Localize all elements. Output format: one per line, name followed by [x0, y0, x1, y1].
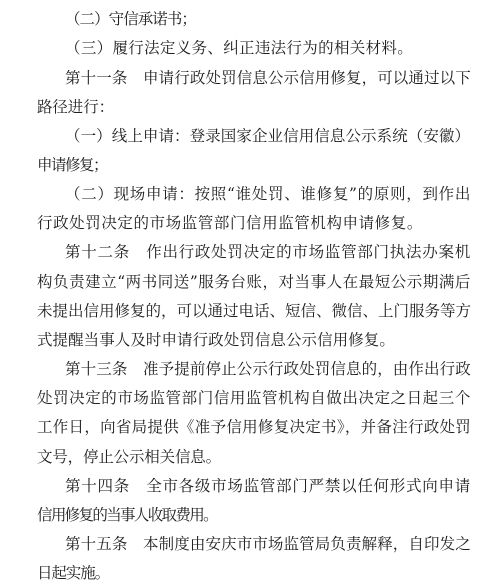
- line-text: 未提出信用修复的，可以通过电话、短信、微信、上门服务等方: [37, 302, 472, 320]
- text-line: [0, 357, 496, 381]
- text-line: [0, 474, 496, 498]
- text-line: [0, 503, 496, 527]
- line-text: 第十二条 作出行政处罚决定的市场监管部门执法办案机: [65, 243, 472, 261]
- line-text: 文号，停止公示相关信息。: [37, 448, 221, 466]
- line-text: 处罚决定的市场监管部门信用监管机构自做出决定之日起三个: [37, 389, 471, 407]
- text-line: [0, 561, 496, 585]
- line-text: 式提醒当事人及时申请行政处罚信息公示信用修复。: [37, 331, 395, 349]
- text-line: [0, 211, 496, 235]
- line-text: 日起实施。: [37, 564, 110, 582]
- text-line: [0, 445, 496, 469]
- line-text: 行政处罚决定的市场监管部门信用监管机构申请修复。: [37, 214, 423, 232]
- line-text: （二）守信承诺书；: [65, 10, 196, 28]
- text-line: [0, 532, 496, 556]
- line-text: 路径进行：: [37, 98, 115, 116]
- text-line: [0, 182, 496, 206]
- text-line: [0, 36, 496, 60]
- line-text: （二）现场申请：按照“谁处罚、谁修复”的原则，到作出: [65, 185, 472, 203]
- text-line: [0, 240, 496, 264]
- text-line: [0, 153, 496, 177]
- line-text: （一）线上申请：登录国家企业信用信息公示系统（安徽）: [65, 127, 471, 145]
- text-line: [0, 270, 496, 294]
- text-line: [0, 415, 496, 439]
- line-text: 第十五条 本制度由安庆市市场监管局负责解释，自印发之: [65, 535, 471, 553]
- text-line: [0, 124, 496, 148]
- text-line: [0, 386, 496, 410]
- line-text: 申请修复；: [37, 156, 108, 174]
- line-text: （三）履行法定义务、纠正违法行为的相关材料。: [65, 39, 414, 57]
- text-line: [0, 66, 496, 90]
- text-line: [0, 328, 496, 352]
- text-line: [0, 95, 496, 119]
- line-text: 工作日，向省局提供《准予信用修复决定书》，并备注行政处罚: [37, 418, 472, 436]
- line-text: 构负责建立“两书同送”服务台账，对当事人在最短公示期满后: [37, 273, 471, 291]
- line-text: 第十一条 申请行政处罚信息公示信用修复，可以通过以下: [65, 69, 471, 87]
- line-text: 第十四条 全市各级市场监管部门严禁以任何形式向申请: [65, 477, 472, 495]
- text-line: [0, 299, 496, 323]
- line-text: 第十三条 准予提前停止公示行政处罚信息的，由作出行政: [65, 360, 471, 378]
- line-text: 信用修复的当事人收取费用。: [37, 506, 217, 524]
- text-line: [0, 7, 496, 31]
